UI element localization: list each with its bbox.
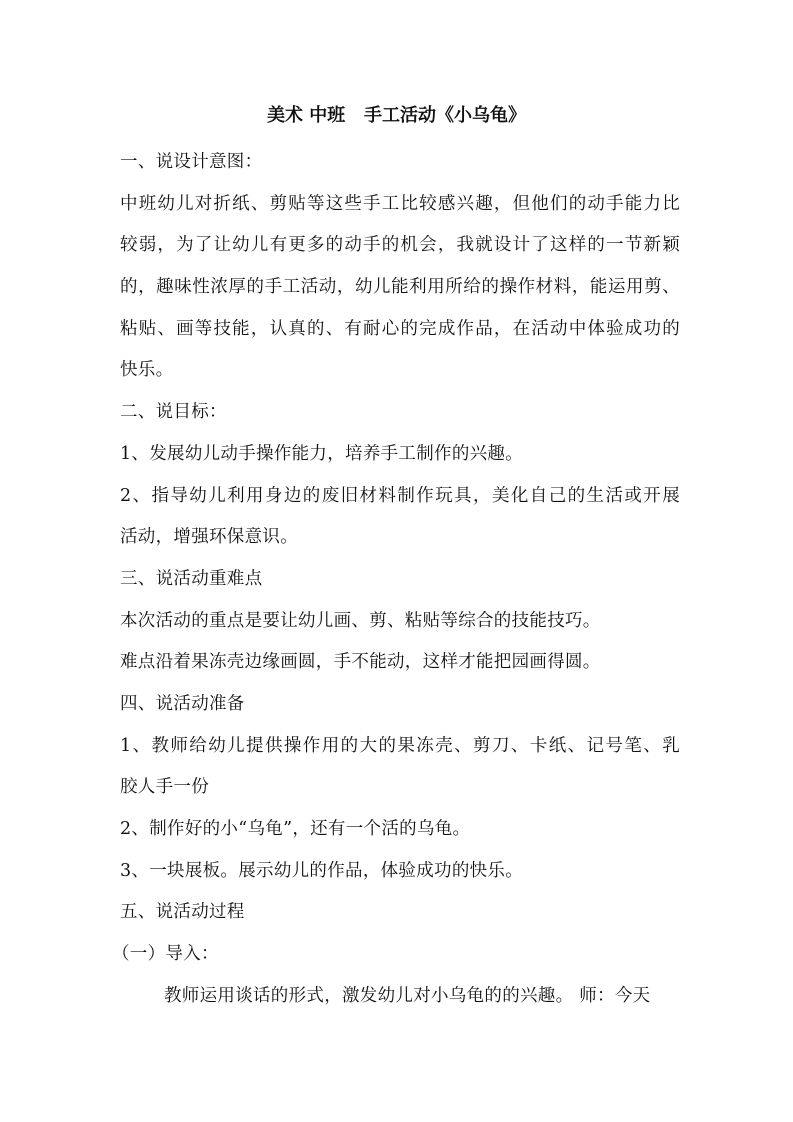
text-line: 二、说目标：: [120, 402, 227, 423]
text-line: 一、说设计意图：: [120, 152, 263, 172]
text-line: 中班幼儿对折纸、剪贴等这些手工比较感兴趣，但他们的动手能力比: [120, 193, 680, 214]
text-line: 难点沿着果冻壳边缘画圆，手不能动，这样才能把园画得圆。: [120, 652, 601, 673]
text-line: 活动，增强环保意识。: [120, 527, 298, 548]
text-line: 1、教师给幼儿提供操作用的大的果冻壳、剪刀、卡纸、记号笔、乳: [120, 735, 680, 756]
text-line: 胶人手一份: [120, 777, 209, 798]
text-line: 三、说活动重难点: [120, 568, 263, 589]
text-line: 1、发展幼儿动手操作能力，培养手工制作的兴趣。: [120, 443, 524, 464]
text-line: 粘贴、画等技能，认真的、有耐心的完成作品，在活动中体验成功的: [120, 318, 680, 339]
text-line: 四、说活动准备: [120, 693, 245, 714]
text-line: 较弱，为了让幼儿有更多的动手的机会，我就设计了这样的一节新颖: [120, 235, 680, 256]
text-line: 3、一块展板。展示幼儿的作品，体验成功的快乐。: [120, 860, 524, 881]
text-line: 本次活动的重点是要让幼儿画、剪、粘贴等综合的技能技巧。: [120, 610, 601, 631]
document-title: 美术 中班 手工活动《小乌龟》: [266, 105, 527, 126]
text-line: 快乐。: [120, 360, 174, 381]
document-body: [112, 142, 680, 1017]
text-line: （一）导入：: [112, 944, 219, 965]
text-line: 五、说活动过程: [120, 902, 245, 923]
text-line: 2、指导幼儿利用身边的废旧材料制作玩具，美化自己的生活或开展: [120, 485, 680, 506]
text-line: 教师运用谈话的形式，激发幼儿对小乌龟的的兴趣。 师：今天: [164, 985, 651, 1006]
text-line: 2、制作好的小“乌龟”，还有一个活的乌龟。: [120, 819, 471, 839]
text-line: 的，趣味性浓厚的手工活动，幼儿能利用所给的操作材料，能运用剪、: [120, 277, 680, 298]
